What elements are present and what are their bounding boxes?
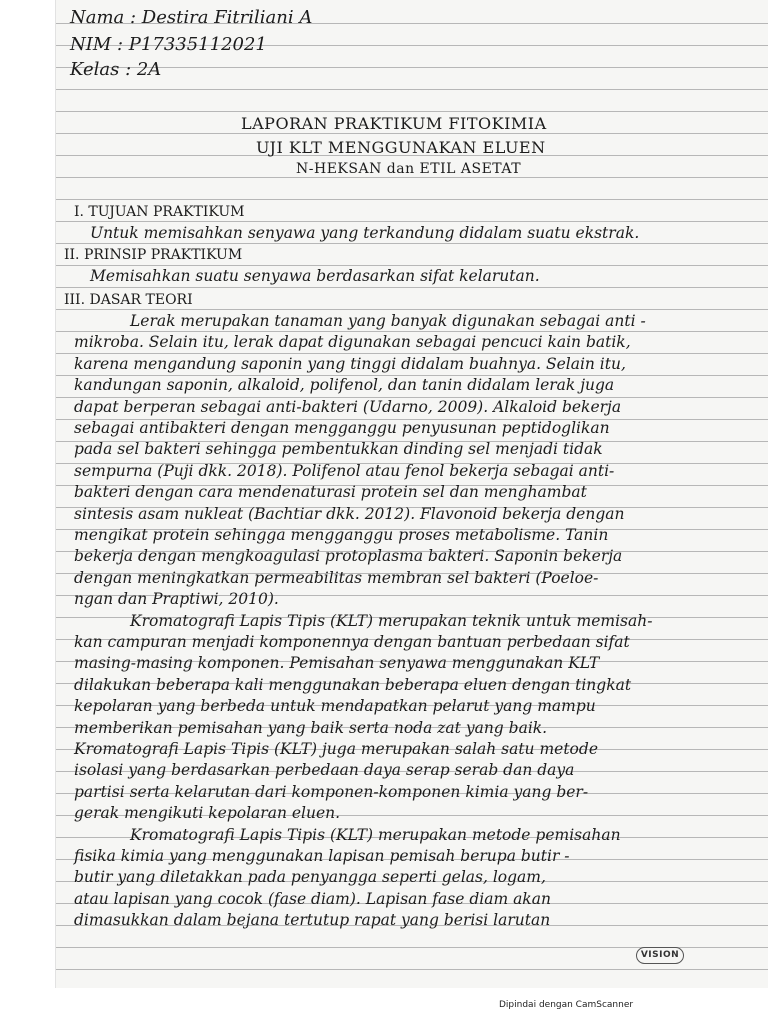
text-prinsip: Memisahkan suatu senyawa berdasarkan sifat kelarutan. [90, 267, 540, 285]
student-nim: NIM : P17335112021 [70, 34, 267, 55]
body-line: butir yang diletakkan pada penyangga seperti gelas, logam, [74, 868, 546, 887]
footer-text: Dipindai dengan CamScanner [499, 1000, 634, 1010]
report-subtitle: UJI KLT MENGGUNAKAN ELUEN [256, 138, 546, 157]
body-line: Kromatografi Lapis Tipis (KLT) merupakan teknik untuk memisah- [130, 611, 653, 630]
notebook-page [55, 0, 768, 988]
body-line: karena mengandung saponin yang tinggi didalam buahnya. Selain itu, [74, 354, 626, 373]
heading-tujuan: I. TUJUAN PRAKTIKUM [74, 204, 245, 220]
body-line: atau lapisan yang cocok (fase diam). Lapisan fase diam akan [74, 889, 551, 908]
body-line: sebagai antibakteri dengan mengganggu penyusunan peptidoglikan [74, 419, 610, 437]
body-line: Lerak merupakan tanaman yang banyak digunakan sebagai anti - [130, 312, 646, 330]
body-line: masing-masing komponen. Pemisahan senyawa menggunakan KLT [74, 654, 600, 673]
body-line: sempurna (Puji dkk. 2018). Polifenol atau fenol bekerja sebagai anti- [74, 461, 615, 480]
body-line: ngan dan Praptiwi, 2010). [74, 590, 279, 609]
body-line: isolasi yang berdasarkan perbedaan daya serap serab dan daya [74, 761, 575, 780]
body-line: mikroba. Selain itu, lerak dapat digunakan sebagai pencuci kain batik, [74, 333, 631, 352]
body-line: memberikan pemisahan yang baik serta noda zat yang baik. [74, 718, 548, 737]
student-name: Nama : Destira Fitriliani A [70, 7, 313, 28]
body-line: sintesis asam nukleat (Bachtiar dkk. 2012). Flavonoid bekerja dengan [74, 504, 625, 523]
body-line: mengikat protein sehingga mengganggu proses metabolisme. Tanin [74, 526, 609, 544]
report-subtitle-2: N-HEKSAN dan ETIL ASETAT [296, 161, 522, 177]
body-line: partisi serta kelarutan dari komponen-komponen kimia yang ber- [74, 782, 589, 801]
body-line: kepolaran yang berbeda untuk mendapatkan pelarut yang mampu [74, 697, 596, 716]
body-line: bekerja dengan mengkoagulasi protoplasma bakteri. Saponin bekerja [74, 547, 623, 566]
body-line: fisika kimia yang menggunakan lapisan pemisah berupa butir - [74, 847, 570, 865]
body-line: kan campuran menjadi komponennya dengan bantuan perbedaan sifat [74, 633, 630, 651]
report-title: LAPORAN PRAKTIKUM FITOKIMIA [241, 114, 547, 133]
body-line: bakteri dengan cara mendenaturasi protein sel dan menghambat [74, 483, 587, 502]
student-class: Kelas : 2A [70, 59, 162, 80]
body-line: gerak mengikuti kepolaran eluen. [74, 804, 341, 823]
heading-prinsip: II. PRINSIP PRAKTIKUM [64, 247, 243, 263]
body-line: Kromatografi Lapis Tipis (KLT) merupakan metode pemisahan [130, 825, 621, 844]
text-tujuan: Untuk memisahkan senyawa yang terkandung didalam suatu ekstrak. [90, 224, 640, 242]
heading-dasar-teori: III. DASAR TEORI [64, 292, 193, 308]
body-line: dimasukkan dalam bejana tertutup rapat yang berisi larutan [74, 911, 551, 930]
body-line: dilakukan beberapa kali menggunakan beberapa eluen dengan tingkat [74, 675, 632, 694]
body-line: pada sel bakteri sehingga pembentukkan dinding sel menjadi tidak [74, 440, 603, 459]
notebook-brand-logo: VISION [636, 947, 684, 964]
body-line: kandungan saponin, alkaloid, polifenol, dan tanin didalam lerak juga [74, 376, 615, 395]
body-line: dengan meningkatkan permeabilitas membran sel bakteri (Poeloe- [74, 568, 599, 587]
body-line: Kromatografi Lapis Tipis (KLT) juga merupakan salah satu metode [74, 740, 598, 758]
body-line: dapat berperan sebagai anti-bakteri (Udarno, 2009). Alkaloid bekerja [74, 397, 622, 416]
